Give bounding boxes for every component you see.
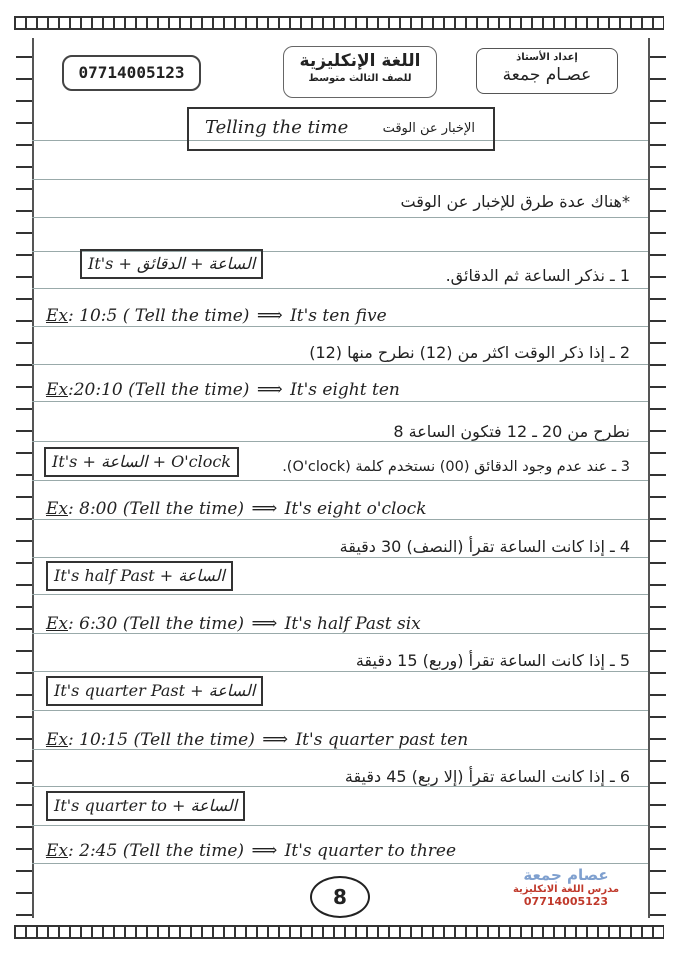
rule3-example — [46, 498, 427, 519]
ruled-line — [32, 710, 648, 711]
ruled-line — [32, 288, 648, 289]
example-label: Ex — [46, 841, 68, 861]
example-label: Ex — [46, 614, 68, 634]
rule2-note: نطرح من 20 ـ 12 فتكون الساعة 8 — [393, 422, 630, 441]
ruled-line — [32, 519, 648, 520]
rule2-answer: It's eight ten — [290, 380, 400, 400]
subject-title: اللغة الإنكليزية — [299, 51, 421, 71]
example-label: Ex — [46, 499, 68, 519]
rule3-formula-box — [44, 447, 239, 477]
rule4-question: : 6:30 (Tell the time) — [68, 614, 245, 634]
stamp-role: مدرس اللغة الانكليزية — [512, 884, 620, 895]
example-label: Ex — [46, 306, 68, 326]
teacher-name: عصـام جمعة — [502, 65, 592, 85]
rule5-formula: It's quarter Past + الساعة — [54, 681, 256, 700]
lesson-title-ar: الإخبار عن الوقت — [382, 121, 475, 136]
rule3-answer: It's eight o'clock — [284, 499, 427, 519]
rule1-formula: It's + الساعة + الدقائق — [88, 254, 256, 273]
bottom-border — [14, 925, 664, 939]
rule5-example — [46, 729, 468, 750]
rule1-formula-box — [80, 249, 263, 279]
header-teacher-box — [476, 48, 618, 94]
arrow-right-icon: ⟹ — [262, 729, 289, 750]
page-number: 8 — [310, 876, 370, 918]
example-label: Ex — [46, 730, 68, 750]
ruled-line — [32, 825, 648, 826]
rule6-answer: It's quarter to three — [284, 841, 457, 861]
rule2-text: 2 ـ إذا ذكر الوقت اكثر من (12) نطرح منها (12) — [309, 343, 630, 362]
rule2-example — [46, 379, 400, 400]
ruled-line — [32, 401, 648, 402]
rule1-question: : 10:5 ( Tell the time) — [68, 306, 250, 326]
rule4-answer: It's half Past six — [284, 614, 421, 634]
rule4-formula-box — [46, 561, 233, 591]
ruled-line — [32, 557, 648, 558]
ruled-line — [32, 364, 648, 365]
ruled-line — [32, 441, 648, 442]
arrow-right-icon: ⟹ — [256, 305, 283, 326]
rule6-formula-box — [46, 791, 245, 821]
rule1-text: 1 ـ نذكر الساعة ثم الدقائق. — [445, 266, 630, 285]
header-phone: 07714005123 — [62, 55, 201, 91]
arrow-right-icon: ⟹ — [251, 498, 278, 519]
ruled-line — [32, 863, 648, 864]
intro-text: *هناك عدة طرق للإخبار عن الوقت — [400, 192, 630, 211]
ruled-line — [32, 326, 648, 327]
ruled-line — [32, 480, 648, 481]
stamp-name: عصام جمعة — [523, 866, 609, 884]
rule5-text: 5 ـ إذا كانت الساعة تقرأ (وربع) 15 دقيقة — [355, 651, 630, 670]
rule3-question: : 8:00 (Tell the time) — [68, 499, 245, 519]
stamp-phone: 07714005123 — [523, 895, 609, 908]
rule5-formula-box — [46, 676, 263, 706]
top-border — [14, 16, 664, 30]
lesson-title-box — [187, 107, 495, 151]
rule3-text: 3 ـ عند عدم وجود الدقائق (00) نستخدم كلمة (O'clock). — [282, 459, 630, 475]
rule5-answer: It's quarter past ten — [295, 730, 469, 750]
ruled-line — [32, 594, 648, 595]
rule1-answer: It's ten five — [290, 306, 387, 326]
ruled-line — [32, 217, 648, 218]
rule5-question: : 10:15 (Tell the time) — [68, 730, 255, 750]
rule6-formula: It's quarter to + الساعة — [54, 796, 238, 815]
right-binder-rings — [648, 38, 666, 918]
rule3-formula: It's + الساعة + O'clock — [52, 452, 231, 471]
arrow-right-icon: ⟹ — [256, 379, 283, 400]
arrow-right-icon: ⟹ — [251, 840, 278, 861]
ruled-line — [32, 671, 648, 672]
lesson-title-en: Telling the time — [205, 117, 349, 138]
ruled-line — [32, 179, 648, 180]
rule4-text: 4 ـ إذا كانت الساعة تقرأ (النصف) 30 دقيقة — [339, 537, 630, 556]
rule6-text: 6 ـ إذا كانت الساعة تقرأ (إلا ربع) 45 دقيقة — [344, 767, 630, 786]
rule4-formula: It's half Past + الساعة — [54, 566, 225, 585]
rule6-question: : 2:45 (Tell the time) — [68, 841, 245, 861]
ruled-line — [32, 786, 648, 787]
arrow-right-icon: ⟹ — [251, 613, 278, 634]
header-subject-box — [283, 46, 437, 98]
prepared-by-label: إعداد الأستاذ — [516, 52, 578, 63]
rule2-question: :20:10 (Tell the time) — [68, 380, 250, 400]
rule4-example — [46, 613, 421, 634]
teacher-stamp — [500, 866, 632, 908]
rule6-example — [46, 840, 456, 861]
example-label: Ex — [46, 380, 68, 400]
grade-label: للصف الثالث متوسط — [308, 73, 412, 84]
rule1-example — [46, 305, 387, 326]
